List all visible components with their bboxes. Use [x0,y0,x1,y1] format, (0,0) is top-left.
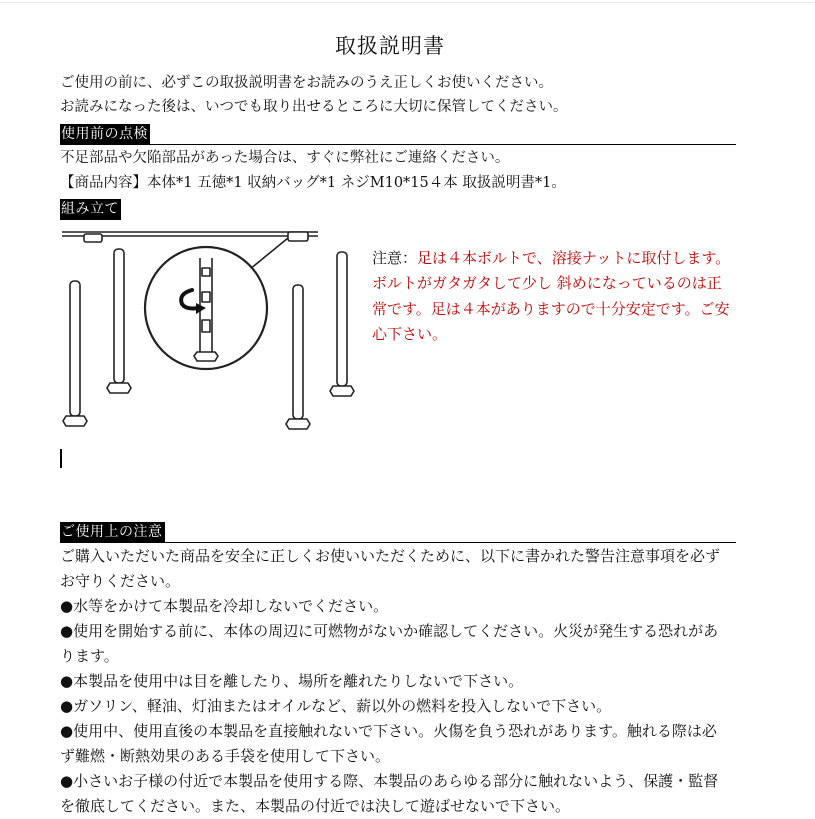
intro-line-2: お読みになった後は、いつでも取り出せるところに大切に保管してください。 [60,99,568,115]
section-heading-precheck [60,123,150,144]
section-rule [60,144,736,145]
section-heading-caution [60,521,165,542]
note-body: 足は４本ボルトで、溶接ナットに取付します。ボルトがガタガタして少し 斜めになっているのは正常です。足は４本がありますので十分安定です。ご安心下さい。 [372,249,731,343]
section-heading-label: 使用前の点検 [60,124,150,145]
precheck-contents-line: 【商品内容】本体*1 五徳*1 収納バッグ*1 ネジM10*15４本 取扱説明書*1。 [60,175,566,191]
caution-item: ●小さいお子様の付近で本製品を使用する際、本製品のあらゆる部分に触れないよう、保護・監督を徹底してください。また、本製品の付近では決して遊ばせないで下さい。 [60,772,719,815]
caution-item: ●ガソリン、軽油、灯油またはオイルなど、薪以外の燃料を投入しないで下さい。 [60,697,612,715]
section-rule [60,542,736,543]
section-heading-label: ご使用上の注意 [60,522,165,543]
section-heading-assembly [60,198,121,219]
top-border [0,2,815,3]
section-heading-label: 組み立て [60,199,121,220]
caution-item: ●本製品を使用中は目を離したり、場所を離れたりしないで下さい。 [60,672,524,690]
caution-item: ●使用を開始する前に、本体の周辺に可燃物がないか確認してください。火災が発生する恐れがあります。 [60,622,719,665]
intro-line-1: ご使用の前に、必ずこの取扱説明書をお読みのうえ正しくお使いください。 [60,75,553,91]
note-prefix: 注意： [372,249,418,267]
assembly-note [372,246,732,347]
assembly-illustration [56,224,366,439]
caution-intro: ご購入いただいた商品を安全に正しくお使いいただくために、以下に書かれた警告注意事項を必ずお守りください。 [60,547,721,590]
caution-item: ●使用中、使用直後の本製品を直接触れないで下さい。火傷を負う恐れがあります。触れる際は必ず難燃・断熱効果のある手袋を使用して下さい。 [60,722,717,765]
text-cursor [60,449,62,468]
caution-item: ●水等をかけて本製品を冷却しないでください。 [60,597,389,615]
page-title: 取扱説明書 [335,34,445,58]
precheck-line-1: 不足部品や欠陥部品があった場合は、すぐに弊社にご連絡ください。 [60,150,510,166]
